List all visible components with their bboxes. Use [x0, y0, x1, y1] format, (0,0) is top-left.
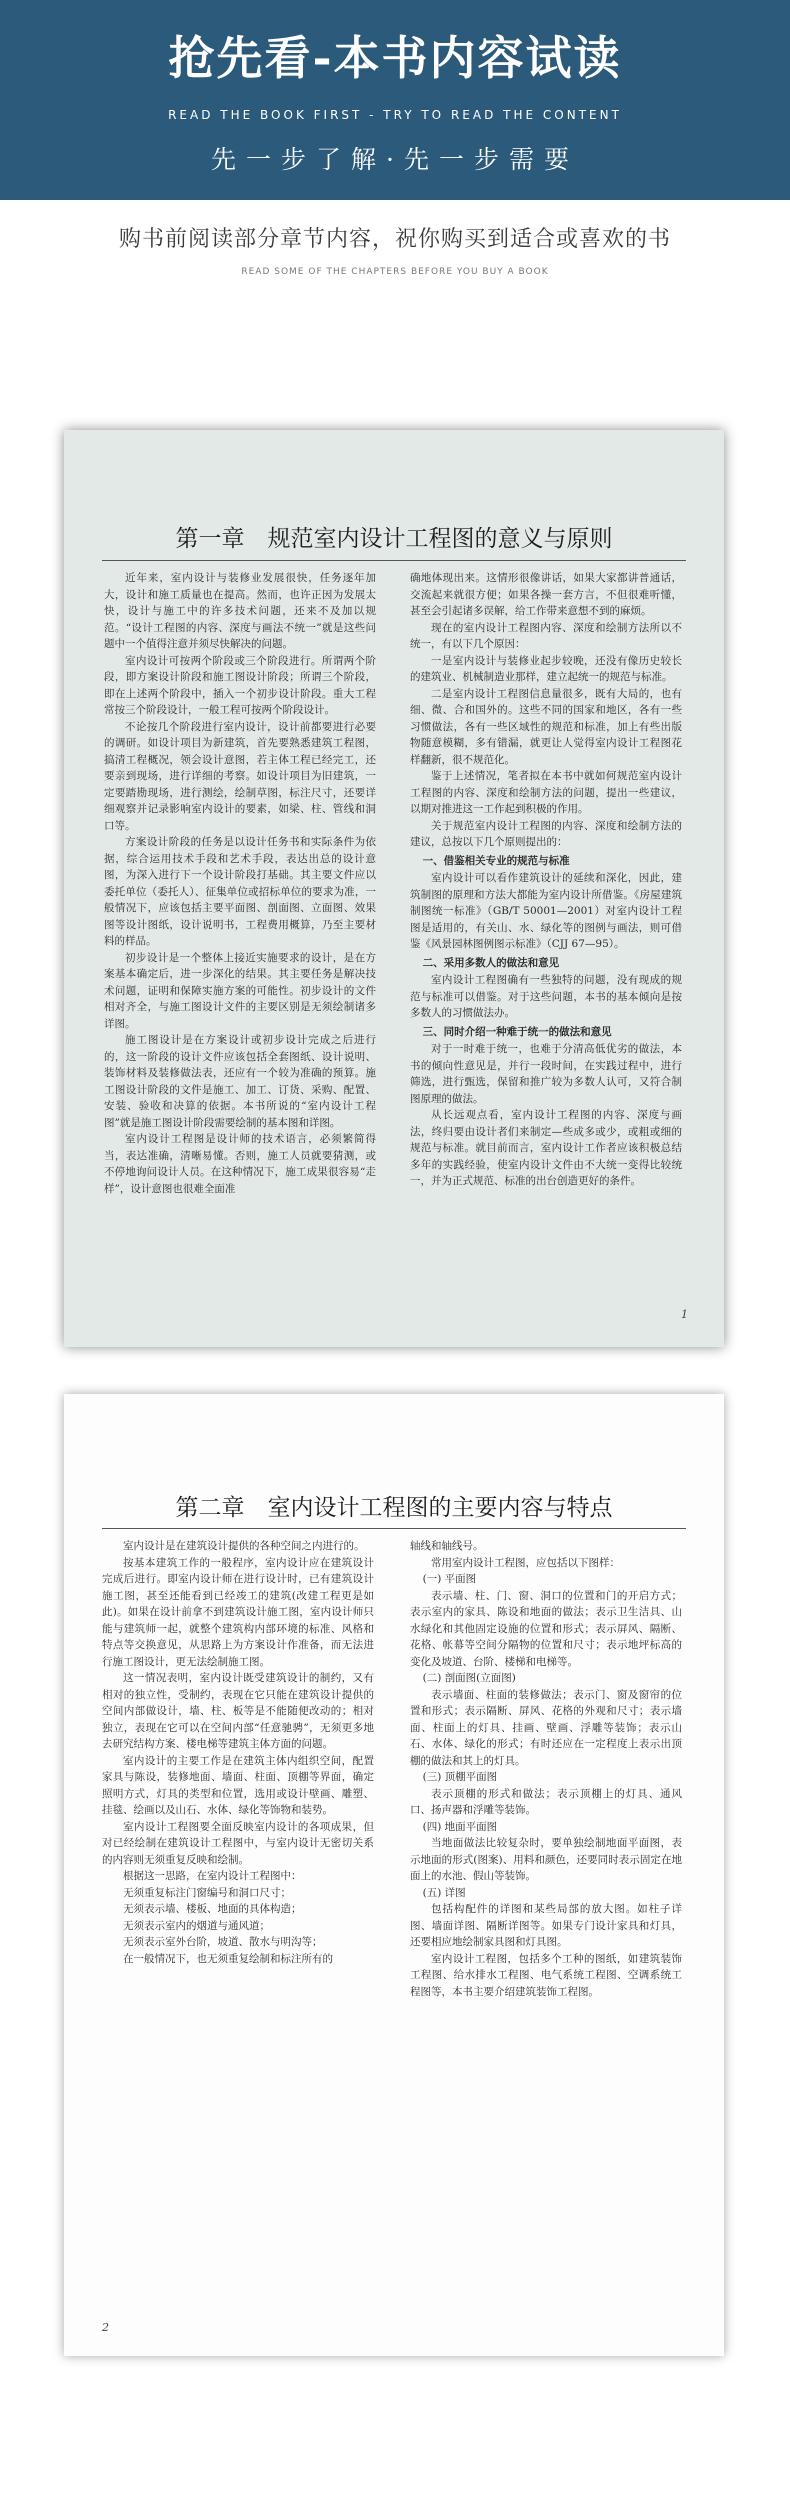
paragraph: 在一般情况下，也无须重复绘制和标注所有的 — [123, 1952, 333, 1965]
paragraph: 根据这一思路，在室内设计工程图中： — [123, 1870, 302, 1882]
text-column-left — [102, 1538, 374, 1967]
sample-page-2 — [64, 1394, 724, 2356]
paragraph: 室内设计工程图确有一些独特的问题，没有现成的规范与标准可以借鉴。对于这些问题，本书的基本倾向是按多数人的习惯做法办。 — [410, 974, 682, 1019]
paragraph: 关于规范室内设计工程图的内容、深度和绘制方法的建议，总按以下几个原则提出的： — [410, 819, 682, 848]
paragraph: 方案设计阶段的任务是以设计任务书和实际条件为依据，综合运用技术手段和艺术手段，表达出总的设计意图，为深入进行下一个设计阶段打基础。其主要文件应以委托单位（委托人）、征集单位或招标单位的要求为准，一般情况下，应该包括主要平面图、剖面图、立面图、效果图等设计图纸，设计说明书，工程费用概算，乃至主要材料的样品。 — [104, 836, 376, 947]
paragraph: 无须表示室内的烟道与通风道； — [123, 1919, 270, 1932]
subsection-label: (三) 顶棚平面图 — [422, 1771, 498, 1783]
subsection-label: (一) 平面图 — [422, 1573, 477, 1585]
page-number: 1 — [681, 1308, 688, 1321]
section-heading: 三、同时介绍一种难于统一的做法和意见 — [422, 1025, 612, 1038]
paragraph: 室内设计工程图，包括多个工种的图纸，如建筑装饰工程图、给水排水工程图、电气系统工程图、空调系统工程图等，本书主要介绍建筑装饰工程图。 — [410, 1952, 682, 1998]
paragraph: 室内设计工程图是设计师的技术语言，必须繁简得当，表达准确，清晰易懂。否则，施工人员就要猜测，或不停地询问设计人员。在这种情况下，施工成果很容易“走样”，设计意图也很难全面准 — [104, 1133, 376, 1195]
paragraph: 表示墙、柱、门、窗、洞口的位置和门的开启方式；表示室内的家具、陈设和地面的做法；表示卫生洁具、山水绿化和其他固定设施的位置和形式；表示屏风、隔断、花格、帐幕等空间分隔物的位置和尺寸；表示地坪标高的变化及坡道、台阶、楼梯和电梯等。 — [410, 1589, 682, 1668]
paragraph: 不论按几个阶段进行室内设计，设计前都要进行必要的调研。如设计项目为新建筑，首先要熟悉建筑工程图，搞清工程概况，领会设计意图，若主体工程已经完工，还要亲到现场，进行详细的考察。如设计项目为旧建筑，一定要踏勘现场，进行测绘，绘制草图，标注尺寸，还要详细观察并记录影响室内设计的要素，如梁、柱、管线和洞口等。 — [104, 720, 376, 832]
sample-page-1 — [64, 430, 724, 1347]
intro-section — [0, 222, 790, 277]
chapter-title: 第一章 规范室内设计工程图的意义与原则 — [175, 526, 613, 552]
paragraph: 现在的室内设计工程图内容、深度和绘制方法所以不统一，有以下几个原因： — [410, 621, 682, 650]
banner-title: 抢先看-本书内容试读 — [168, 31, 622, 85]
paragraph: 无须重复标注门窗编号和洞口尺寸； — [123, 1886, 291, 1899]
banner-subtitle: READ THE BOOK FIRST - TRY TO READ THE CONTENT — [168, 108, 622, 122]
chapter-title: 第二章 室内设计工程图的主要内容与特点 — [175, 1495, 613, 1521]
paragraph: 室内设计的主要工作是在建筑主体内组织空间，配置家具与陈设，装修地面、墙面、柱面、顶棚等界面，确定照明方式，灯具的类型和位置，选用或设计壁画、雕塑、挂毯、绘画以及山石、水体、绿化等饰物和装势。 — [102, 1754, 374, 1816]
section-heading: 二、采用多数人的做法和意见 — [422, 956, 560, 969]
paragraph: 按基本建筑工作的一般程序，室内设计应在建筑设计完成后进行。即室内设计师在进行设计时，已有建筑设计施工图，甚至还能看到已经竣工的建筑(改建工程更是如此)。如果在设计前拿不到建筑设计施工图，室内设计师只能与建筑师一起，就整个建筑构内部环境的标准、风格和特点等交换意见，从思路上为方案设计作准备，而无法进行施工图设计，更无法绘制施工图。 — [102, 1556, 374, 1668]
intro-text-en: READ SOME OF THE CHAPTERS BEFORE YOU BUY A BOOK — [241, 267, 549, 277]
paragraph: 初步设计是一个整体上接近实施要求的设计，是在方案基本确定后，进一步深化的结果。其主要任务是解决技术问题，证明和保障实施方案的可能性。初步设计的文件相对齐全，与施工图设计文件的主要区别是无须绘制诸多详图。 — [104, 951, 376, 1030]
paragraph: 对于一时难于统一，也难于分清高低优劣的做法，本书的倾向性意见是，并行一段时间，在实践过程中，进行筛选，进行甄选，保留和推广较为多数人认可，又符合制图原理的做法。 — [410, 1043, 682, 1105]
paragraph: 施工图设计是在方案设计或初步设计完成之后进行的，这一阶段的设计文件应该包括全套图纸、设计说明、装饰材料及装修做法表，还应有一个较为准确的预算。施工图设计阶段的文件是施工、加工、订货、采购、配置、安装、验收和决算的依据。本书所说的“室内设计工程图”就是施工图设计阶段需要绘制的基本图和详图。 — [104, 1034, 376, 1129]
subsection-label: (四) 地面平面图 — [422, 1820, 498, 1833]
text-column-right — [410, 570, 682, 1190]
subsection-label: (五) 详图 — [422, 1886, 466, 1899]
paragraph: 二是室内设计工程图信息量很多，既有大局的，也有细、微、合和国外的。这些不同的国家和地区，各有一些习惯做法，各有一些区域性的规范和标准，加上有些出版物随意模糊，多有错漏，就更让人觉得室内设计工程图花样翻新，很不规范化。 — [410, 687, 682, 766]
paragraph: 室内设计可以看作建筑设计的延续和深化，因此，建筑制图的原理和方法大都能为室内设计所借鉴。《房屋建筑制图统一标准》（GB/T 50001—2001）对室内设计工程图是适用的，有关山、水、绿化等的图例与画法，则可借鉴《风景园林图例图示标准》（CJJ 67—95）。 — [410, 872, 682, 950]
banner-slogan: 先一步了解·先一步需要 — [211, 145, 579, 174]
paragraph: 表示墙面、柱面的装修做法；表示门、窗及窗帘的位置和形式；表示隔断、屏风、花格的外观和尺寸；表示墙面、柱面上的灯具、挂画、壁画、浮雕等装饰；表示山石、水体、绿化的形式；有时还应在一定程度上表示出顶棚的做法和其上的灯具。 — [410, 1688, 682, 1767]
paragraph: 轴线和轴线号。 — [410, 1540, 484, 1552]
paragraph: 这一情况表明，室内设计既受建筑设计的制约，又有相对的独立性，受制约，表现在它只能在建筑设计提供的空间内部做设计，墙、柱、板等是不能随便改动的；相对独立，表现在它可以在空间内部“任意驰骋”，无须更多地去研究结构方案、楼电梯等建筑主体方面的问题。 — [102, 1672, 374, 1750]
title-rule — [102, 1528, 686, 1529]
paragraph: 常用室内设计工程图，应包括以下图样： — [431, 1556, 620, 1569]
subsection-label: (二) 剖面图(立面图) — [422, 1672, 516, 1684]
paragraph: 近年来，室内设计与装修业发展很快，任务逐年加大，设计和施工质量也在提高。然而，也许正因为发展太快，设计与施工中的许多技术问题，还来不及加以规范。“设计工程图的内容、深度与画法不统一”就是这些问题中一个值得注意并须尽快解决的问题。 — [104, 572, 376, 650]
paragraph: 从长远观点看，室内设计工程图的内容、深度与画法，终归要由设计者们来制定—些成多或少，或粗或细的规范与标准。就目前而言，室内设计工作者应该积极总结多年的实践经验，使室内设计文件由不大统一变得比较统一，并为正式规范、标准的出台创造更好的条件。 — [410, 1109, 682, 1187]
section-heading: 一、借鉴相关专业的规范与标准 — [422, 854, 570, 867]
paragraph: 表示顶棚的形式和做法；表示顶棚上的灯具、通风口、扬声器和浮雕等装饰。 — [410, 1787, 682, 1816]
title-rule — [102, 560, 686, 561]
paragraph: 室内设计是在建筑设计提供的各种空间之内进行的。 — [123, 1540, 365, 1552]
paragraph: 室内设计可按两个阶段或三个阶段进行。所谓两个阶段，即方案设计阶段和施工图设计阶段；所谓三个阶段，即在上述两个阶段中，插入一个初步设计阶段。重大工程常按三个阶段设计，一般工程可按两个阶段设计。 — [104, 654, 376, 716]
header-banner — [0, 0, 790, 200]
intro-text: 购书前阅读部分章节内容，祝你购买到适合或喜欢的书 — [118, 227, 671, 252]
paragraph: 室内设计工程图要全面反映室内设计的各项成果，但对已经绘制在建筑设计工程图中，与室内设计无密切关系的内容则无须重复反映和绘制。 — [102, 1820, 374, 1866]
paragraph: 确地体现出来。这情形很像讲话，如果大家都讲普通话，交流起来就很方便；如果各操一套方言，不但很难听懂，甚至会引起诸多误解，给工作带来意想不到的麻烦。 — [410, 572, 682, 617]
text-column-left — [104, 570, 376, 1197]
paragraph: 无须表示室外台阶，坡道、散水与明沟等； — [123, 1936, 323, 1948]
paragraph: 无须表示墙、楼板、地面的具体构造； — [123, 1903, 302, 1915]
paragraph: 一是室内设计与装修业起步较晚，还没有像历史较长的建筑业、机械制造业那样，建立起统一的规范与标准。 — [410, 654, 682, 683]
paragraph: 包括构配件的详图和某些局部的放大图。如柱子详图、墙面详图、隔断详图等。如果专门设计家具和灯具，还要相应地绘制家具图和灯具图。 — [410, 1903, 682, 1948]
text-column-right — [410, 1538, 682, 2000]
paragraph: 鉴于上述情况，笔者拟在本书中就如何规范室内设计工程图的内容、深度和绘制方法的问题，提出一些建议，以期对推进这一工作起到积极的作用。 — [410, 770, 682, 815]
page-number: 2 — [102, 2321, 109, 2334]
paragraph: 当地面做法比较复杂时，要单独绘制地面平面图，表示地面的形式(图案)、用料和颜色，还要同时表示固定在地面上的水池、假山等装饰。 — [410, 1837, 682, 1882]
